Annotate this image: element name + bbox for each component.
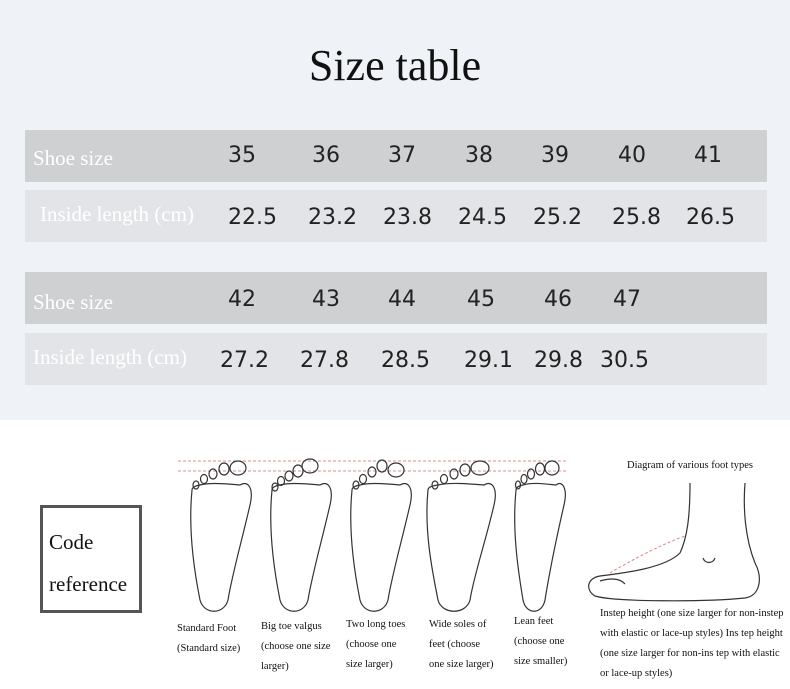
size-cell: 43 <box>312 287 340 312</box>
lean-feet-icon <box>515 461 566 611</box>
caption-lean-feet <box>514 612 567 672</box>
length-cell: 23.8 <box>383 205 432 230</box>
length-cell: 28.5 <box>381 348 430 373</box>
caption-wide-soles <box>429 615 494 675</box>
size-cell: 38 <box>465 143 493 168</box>
length-cell: 27.2 <box>220 348 269 373</box>
inside-length-label: Inside length (cm) <box>40 202 194 226</box>
size-cell: 35 <box>228 143 256 168</box>
caption-line: (choose one size <box>261 641 331 652</box>
caption-line: Wide soles of <box>429 619 487 630</box>
page-title: Size table <box>308 41 482 90</box>
reference-label: reference <box>49 572 128 596</box>
length-cell: 24.5 <box>458 205 507 230</box>
length-cell: 25.8 <box>612 205 661 230</box>
caption-line: size smaller) <box>514 656 568 667</box>
size-cell: 47 <box>613 287 641 312</box>
big-toe-valgus-icon <box>271 459 332 611</box>
size-cell: 39 <box>541 143 569 168</box>
caption-line: size larger) <box>346 659 393 670</box>
size-cell: 46 <box>544 287 572 312</box>
caption-big-toe-valgus <box>261 617 330 677</box>
caption-line: (choose one <box>514 636 565 647</box>
table2-inside-length-row <box>25 333 767 385</box>
size-cell: 40 <box>618 143 646 168</box>
caption-line: Big toe valgus <box>261 621 322 632</box>
size-cell: 41 <box>694 143 722 168</box>
shoe-size-label: Shoe size <box>33 146 113 170</box>
caption-line: Two long toes <box>346 619 406 630</box>
diagram-title: Diagram of various foot types <box>627 460 753 471</box>
size-cell: 36 <box>312 143 340 168</box>
size-cell: 37 <box>388 143 416 168</box>
two-long-toes-icon <box>351 460 412 611</box>
standard-foot-icon <box>191 461 252 611</box>
caption-standard-foot <box>177 619 240 659</box>
size-cell: 45 <box>467 287 495 312</box>
caption-line: Standard Foot <box>177 623 237 634</box>
table1-inside-length-row <box>25 190 767 242</box>
caption-line: (choose one <box>346 639 397 650</box>
length-cell: 30.5 <box>600 348 649 373</box>
size-cell: 42 <box>228 287 256 312</box>
caption-line: Lean feet <box>514 616 554 627</box>
side-foot-diagram <box>585 478 785 608</box>
length-cell: 29.8 <box>534 348 583 373</box>
table1-shoe-size-row <box>25 130 767 182</box>
caption-line: (Standard size) <box>177 643 241 654</box>
shoe-size-label: Shoe size <box>33 290 113 314</box>
length-cell: 22.5 <box>228 205 277 230</box>
length-cell: 25.2 <box>533 205 582 230</box>
code-reference-box <box>40 505 142 613</box>
length-cell: 27.8 <box>300 348 349 373</box>
length-cell: 23.2 <box>308 205 357 230</box>
table2-shoe-size-row <box>25 272 767 324</box>
caption-two-long-toes <box>346 615 405 675</box>
instep-height-note: Instep height (one size larger for non-instep with elastic or lace-up styles) Ins tep height (one size larger for non-ins tep with elastic or lace-up styles) <box>600 608 784 679</box>
length-cell: 26.5 <box>686 205 735 230</box>
code-label: Code <box>49 530 94 554</box>
caption-line: one size larger) <box>429 659 494 670</box>
wide-soles-icon <box>427 461 495 611</box>
foot-types-illustration <box>170 450 580 625</box>
caption-line: larger) <box>261 661 289 672</box>
length-cell: 29.1 <box>464 348 513 373</box>
inside-length-label: Inside length (cm) <box>33 345 187 369</box>
caption-line: feet (choose <box>429 639 481 650</box>
size-cell: 44 <box>388 287 416 312</box>
